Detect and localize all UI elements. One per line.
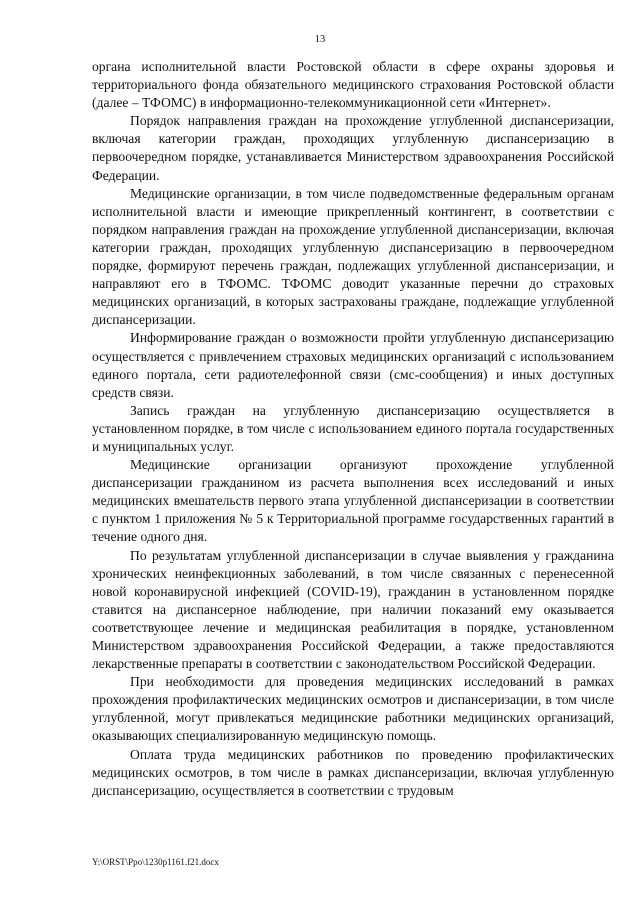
- paragraph-1: органа исполнительной власти Ростовской области в сфере охраны здоровья и территориального фонда обязательного медицинского страхования Ростовской области (далее – ТФОМС) в информационно-телекоммуникационной сети «Интернет».: [92, 59, 614, 111]
- paragraph-6: Медицинские организации организуют прохождение углубленной диспансеризации гражданином из расчета выполнения всех исследований и иных медицинских вмешательств первого этапа углубленной диспансеризации в соответствии с пунктом 1 приложения № 5 к Территориальной программе государственных гарантий в течение одного дня.: [92, 457, 614, 545]
- paragraph-5: Запись граждан на углубленную диспансеризацию осуществляется в установленном порядке, в том числе с использованием единого портала государственных и муниципальных услуг.: [92, 402, 614, 454]
- document-body: [92, 58, 614, 800]
- footer-file-path: Y:\ORST\Ppo\1230p1161.f21.docx: [92, 857, 219, 867]
- paragraph-8: При необходимости для проведения медицинских исследований в рамках прохождения профилактических медицинских осмотров и диспансеризации, в том числе углубленной, могут привлекаться медицинские работники медицинских организаций, оказывающих специализированную медицинскую помощь.: [92, 674, 614, 744]
- page-number: 13: [314, 34, 326, 45]
- paragraph-9: Оплата труда медицинских работников по проведению профилактических медицинских осмотров, в том числе в рамках диспансеризации, включая углубленную диспансеризацию, осуществляется в соответствии с трудовым: [92, 746, 614, 798]
- paragraph-7: По результатам углубленной диспансеризации в случае выявления у гражданина хронических неинфекционных заболеваний, в том числе связанных с перенесенной новой коронавирусной инфекцией (COVID-19), гражданин в установленном порядке ставится на диспансерное наблюдение, при наличии показаний ему оказывается соответствующее лечение и медицинская реабилитация в порядке, установленном Министерством здравоохранения Российской Федерации, а также предоставляются лекарственные препараты в соответствии с законодательством Российской Федерации.: [92, 547, 614, 672]
- paragraph-4: Информирование граждан о возможности пройти углубленную диспансеризацию осуществляется с привлечением страховых медицинских организаций с использованием единого портала, сети радиотелефонной связи (смс-сообщения) и иных доступных средств связи.: [92, 330, 614, 400]
- paragraph-3: Медицинские организации, в том числе подведомственные федеральным органам исполнительной власти и имеющие прикрепленный контингент, в соответствии с порядком направления граждан на прохождение углубленной диспансеризации, включая категории граждан, проходящих углубленную диспансеризацию в первоочередном порядке, формируют перечень граждан, подлежащих углубленной диспансеризации, и направляют его в ТФОМС. ТФОМС доводит указанные перечни до страховых медицинских организаций, в которых застрахованы граждане, подлежащие углубленной диспансеризации.: [92, 185, 614, 328]
- paragraph-2: Порядок направления граждан на прохождение углубленной диспансеризации, включая категории граждан, проходящих углубленную диспансеризацию в первоочередном порядке, устанавливается Министерством здравоохранения Российской Федерации.: [92, 113, 614, 183]
